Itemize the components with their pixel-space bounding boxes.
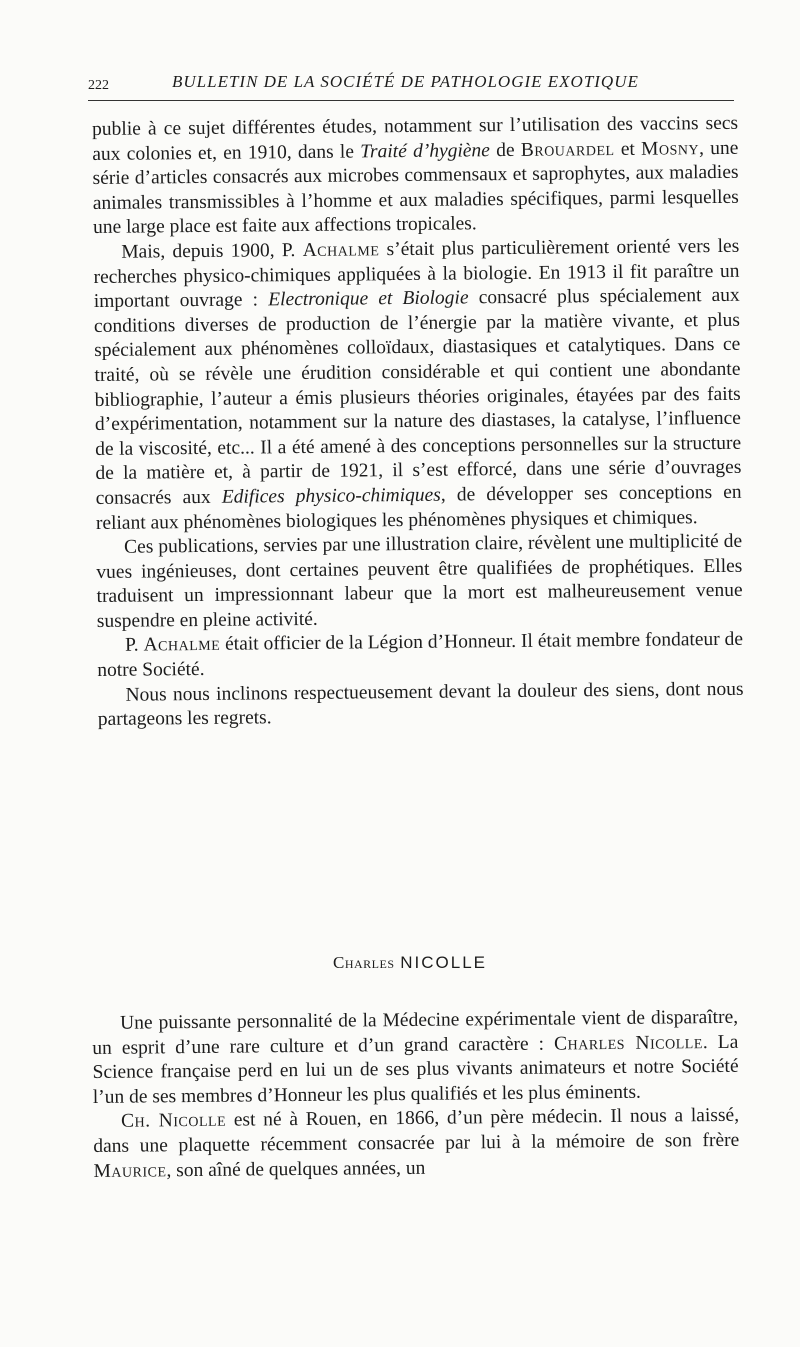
book-title: Edifices physico-chimiques [221,484,441,508]
text-run: Mais, depuis 1900, P. [121,239,303,263]
section-heading [0,953,800,973]
author-name: Brouardel [520,138,615,161]
text-run: consacré plus spécialement aux conditions diverses de production de l’énergie par la matière vivante, et plus spécialement aux phénomènes colloïdaux, diastasiques et catalytiques. Dans ce traité, où se révèle une érudition considérable et qui contient une abondante bibliographie, l’auteur a émis plusieurs théories originales, étayées par des faits d’expérimentation, notamment sur la nature des diastases, la catalyse, l’influence de la viscosité, etc... Il a été amené à des conceptions personnelles sur la structure de la matière et, à partir de 1921, il s’est efforcé, dans une série d’ouvrages consacrés aux [93,284,742,509]
text-run: , de développer ses conceptions en reliant aux phénomènes biologiques les phénomènes physiques et chimiques. [95,481,742,534]
paragraph: Ces publications, servies par une illustration claire, révèlent une multiplicité de vues ingénieuses, dont certaines peuvent être qualifiées de prophétiques. Elles traduisent un impressionnant labeur que la mort est malheureusement venue suspendre en pleine activité. [96,530,743,632]
text-run: de [489,139,521,161]
running-title: BULLETIN DE LA SOCIÉTÉ DE PATHOLOGIE EXOTIQUE [172,72,639,91]
page-header [88,70,736,98]
text-run: publie à ce sujet différentes études, notamment sur l’utilisation des vaccins secs aux colonies et, en 1910, dans le [92,112,739,165]
text-run: est né à Rouen, en 1866, d’un père médecin. Il nous a laissé, dans une plaquette récemment consacrée par lui à la mémoire de son frère [93,1105,740,1157]
text-run: , une série d’articles consacrés aux microbes commensaux et saprophytes, aux maladies animales transmissibles à l’homme et aux maladies spécifiques, parmi lesquelles une large place est faite aux affections tropicales. [92,137,739,239]
author-name: Maurice [93,1159,167,1182]
section-achalme-text [92,112,744,733]
text-run: , son aîné de quelques années, un [166,1157,426,1181]
heading-last-name: NICOLLE [400,953,487,972]
paragraph [97,628,743,683]
paragraph: Nous nous inclinons respectueusement devant la douleur des siens, dont nous partageons les regrets. [97,678,744,731]
text-run: était officier de la Légion d’Honneur. Il était membre fondateur de notre Société. [97,629,744,682]
text-run: Une puissante personnalité de la Médecine expérimentale vient de disparaître, un esprit d’une rare culture et d’un grand caractère : [92,1006,739,1059]
section-nicolle-text [92,1006,740,1184]
author-name: Charles Nicolle [553,1031,703,1055]
text-run: P. [124,634,144,657]
paragraph [92,112,739,241]
paragraph [92,1006,739,1111]
author-name: Mosny [640,137,700,160]
text-run: s’était plus particulièrement orienté vers les recherches physico-chimiques appliquées à la biologie. En 1913 il fit paraître un important ouvrage : [93,235,740,313]
page-number: 222 [88,78,109,93]
book-title: Traité d’hygiène [360,139,491,163]
header-rule [88,100,734,101]
author-name: Achalme [143,634,221,656]
author-name: Ch. Nicolle [120,1110,227,1133]
text-run: . La Science française perd en lui un de ses plus vivants animateurs et notre Société l’un de ses membres d’Honneur les plus qualifiés et les plus éminents. [92,1031,739,1108]
paragraph [93,235,742,536]
heading-first-name: Charles [332,953,395,972]
book-title: Electronique et Biologie [268,287,469,311]
author-name: Achalme [302,239,380,261]
text-run: et [614,138,642,160]
paragraph [93,1104,740,1184]
